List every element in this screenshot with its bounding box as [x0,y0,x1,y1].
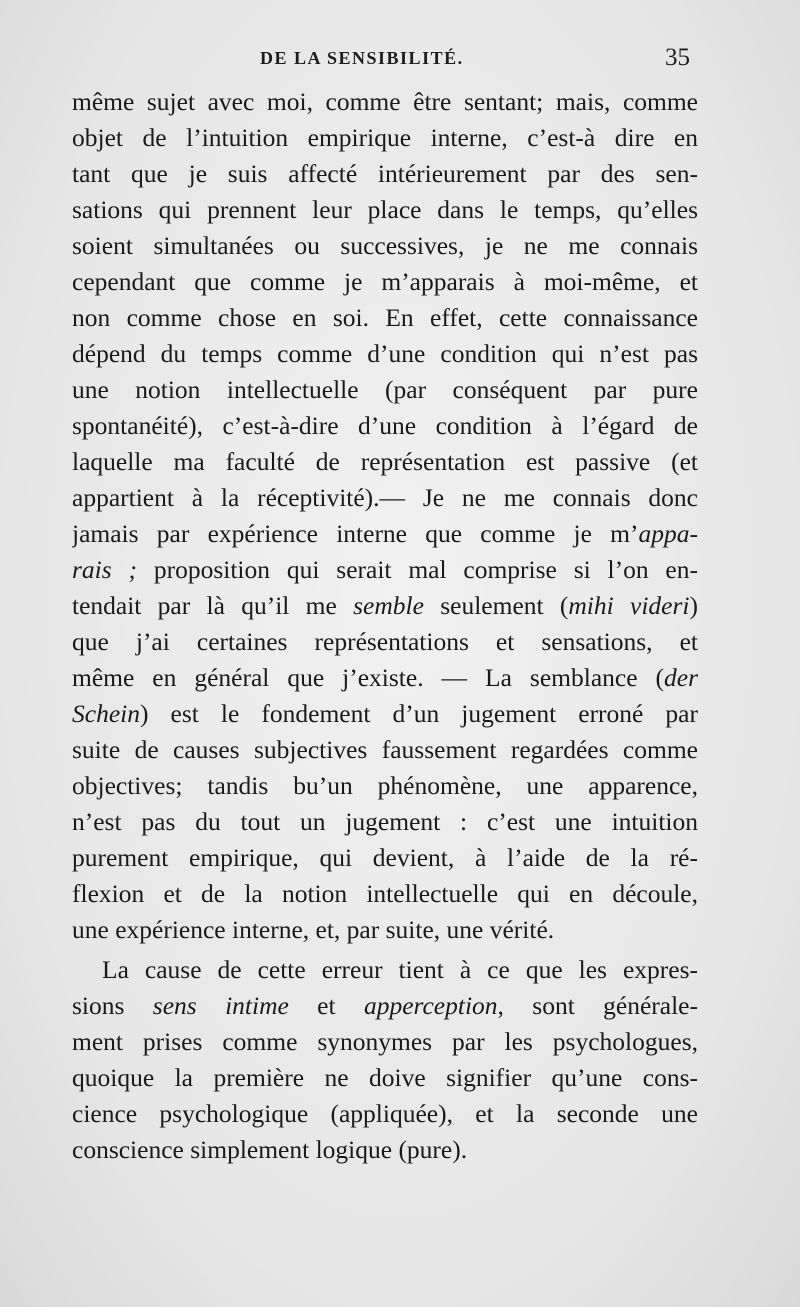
text-line [72,804,698,840]
text-segment: tendait par là qu’il me [72,591,354,620]
text-segment: suite de causes subjectives faussement regardées comme [72,735,698,764]
text-line [72,1132,698,1168]
italic-text: der [664,663,698,692]
italic-text: rais ; [72,555,138,584]
page-number: 35 [665,44,690,71]
paragraph [72,952,698,1168]
text-segment: jamais par expérience interne que comme je m’ [72,519,639,548]
text-segment: La cause de cette erreur tient à ce que les expres- [102,955,698,984]
text-segment: sions [72,991,153,1020]
text-segment: que j’ai certaines représentations et sensations, et [72,627,698,656]
text-segment: seulement ( [423,591,569,620]
text-line [72,264,698,300]
text-line [72,156,698,192]
text-segment: soient simultanées ou successives, je ne me connais [72,231,698,260]
text-line [72,660,698,696]
body-text [72,84,698,1168]
text-line [72,228,698,264]
text-segment: même sujet avec moi, comme être sentant; mais, comme [72,87,698,116]
text-segment: et [288,991,364,1020]
text-line [72,840,698,876]
text-line [72,336,698,372]
text-segment: objectives; tandis bu’un phénomène, une apparence, [72,771,698,800]
italic-text: apperception [363,991,498,1020]
text-segment: flexion et de la notion intellectuelle qui en découle, [72,879,698,908]
text-line [72,624,698,660]
text-segment: cience psychologique (appliquée), et la seconde une [72,1099,698,1128]
text-segment: quoique la première ne doive signifier qu’une cons- [72,1063,698,1092]
italic-text: semble [353,591,424,620]
text-segment: cependant que comme je m’apparais à moi-même, et [72,267,698,296]
text-segment: appartient à la réceptivité).— Je ne me connais donc [72,483,698,512]
text-segment: ) [689,591,698,620]
text-line [72,696,698,732]
italic-text: Schein [72,699,140,728]
text-segment: purement empirique, qui devient, à l’aide de la ré- [72,843,698,872]
text-segment: objet de l’intuition empirique interne, c’est-à dire en [72,123,698,152]
text-line [72,1024,698,1060]
text-line [72,552,698,588]
text-line [72,192,698,228]
text-line [72,768,698,804]
text-line [72,988,698,1024]
text-segment: , sont générale- [497,991,698,1020]
text-line [72,732,698,768]
text-line [72,1060,698,1096]
text-segment: laquelle ma faculté de représentation est passive (et [72,447,698,476]
text-segment: proposition qui serait mal comprise si l’on en- [137,555,698,584]
text-segment: non comme chose en soi. En effet, cette connaissance [72,303,698,332]
page-header [70,44,696,78]
text-segment: même en général que j’existe. — La semblance ( [72,663,664,692]
text-segment: ment prises comme synonymes par les psychologues, [72,1027,698,1056]
text-segment: n’est pas du tout un jugement : c’est une intuition [72,807,698,836]
text-segment: spontanéité), c’est-à-dire d’une condition à l’égard de [72,411,698,440]
italic-text: mihi videri [568,591,690,620]
text-line [72,120,698,156]
text-line [72,444,698,480]
text-line [72,408,698,444]
text-segment: une notion intellectuelle (par conséquent par pure [72,375,698,404]
text-line [72,1096,698,1132]
text-line [72,588,698,624]
text-line [72,300,698,336]
text-segment: sations qui prennent leur place dans le temps, qu’elles [72,195,698,224]
text-line [72,372,698,408]
running-head: DE LA SENSIBILITÉ. [260,48,464,68]
text-segment: une expérience interne, et, par suite, une vérité. [72,915,555,944]
text-line [72,480,698,516]
text-line [72,84,698,120]
text-line [72,952,698,988]
italic-text: sens intime [152,991,289,1020]
text-segment: tant que je suis affecté intérieurement par des sen- [72,159,698,188]
text-segment: dépend du temps comme d’une condition qui n’est pas [72,339,698,368]
paragraph [72,84,698,948]
text-line [72,876,698,912]
italic-text: appa- [638,519,698,548]
text-line [72,912,698,948]
text-segment: conscience simplement logique (pure). [72,1135,468,1164]
text-segment: ) est le fondement d’un jugement erroné par [139,699,698,728]
text-line [72,516,698,552]
